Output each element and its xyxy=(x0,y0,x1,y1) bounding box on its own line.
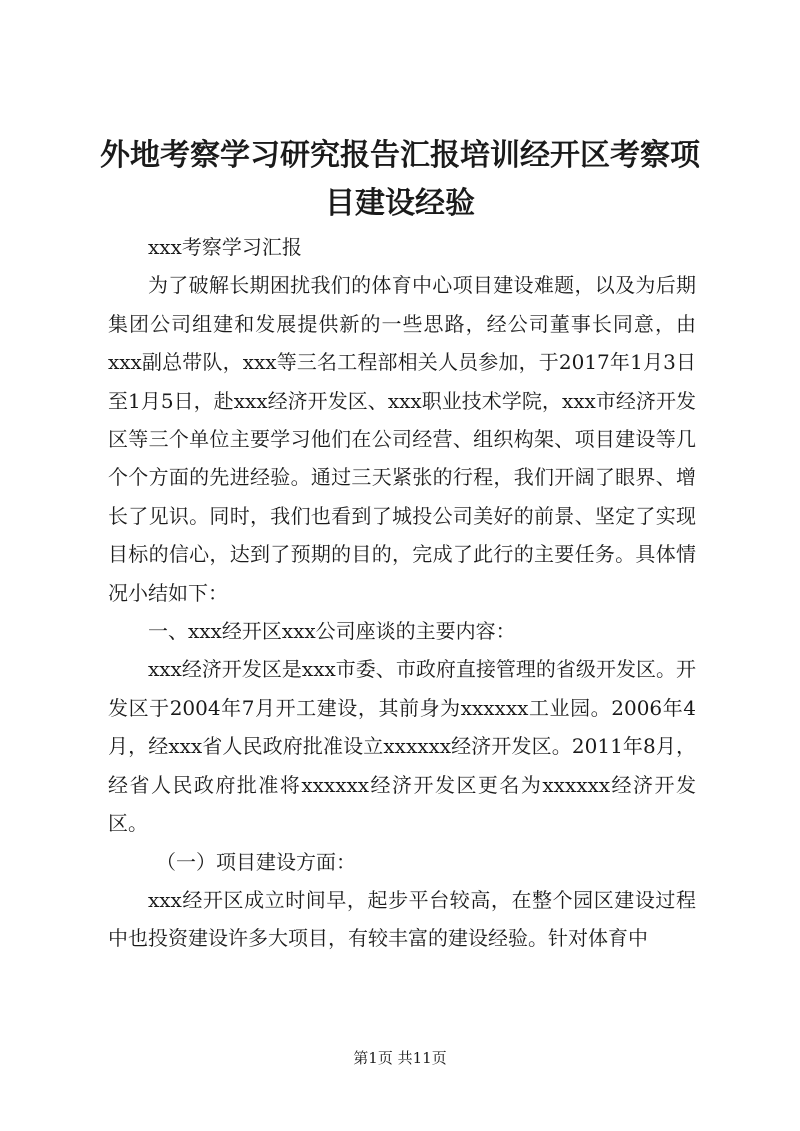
document-title: 外地考察学习研究报告汇报培训经开区考察项目建设经验 xyxy=(100,138,700,221)
section-heading-1: 一、xxx经开区xxx公司座谈的主要内容： xyxy=(148,619,516,644)
paragraph-intro: 为了破解长期困扰我们的体育中心项目建设难题，以及为后期集团公司组建和发展提供新的一些思路，经公司董事长同意，由xxx副总带队，xxx等三名工程部相关人员参加，于2017年1月3日至1月5日，赴xxx经济开发区、xxx职业技术学院，xxx市经济开发区等三个单位主要学习他们在公司经营、组织构架、项目建设等几个个方面的先进经验。通过三天紧张的行程，我们开阔了眼界、增长了见识。同时，我们也看到了城投公司美好的前景、坚定了实现目标的信心，达到了预期的目的，完成了此行的主要任务。具体情况小结如下： xyxy=(108,273,696,605)
document-body xyxy=(108,228,696,958)
paragraph-overview: xxx经济开发区是xxx市委、市政府直接管理的省级开发区。开发区于2004年7月开工建设，其前身为xxxxxx工业园。2006年4月，经xxx省人民政府批准设立xxxxxx经济开发区。2011年8月，经省人民政府批准将xxxxxx经济开发区更名为xxxxxx经济开发区。 xyxy=(108,657,696,836)
page-footer: 第1页 共11页 xyxy=(353,1049,447,1067)
subsection-heading-1: （一）项目建设方面： xyxy=(156,849,356,874)
paragraph-heading: xxx考察学习汇报 xyxy=(148,235,302,259)
paragraph-project: xxx经开区成立时间早，起步平台较高，在整个园区建设过程中也投资建设许多大项目，有较丰富的建设经验。针对体育中 xyxy=(108,887,696,951)
